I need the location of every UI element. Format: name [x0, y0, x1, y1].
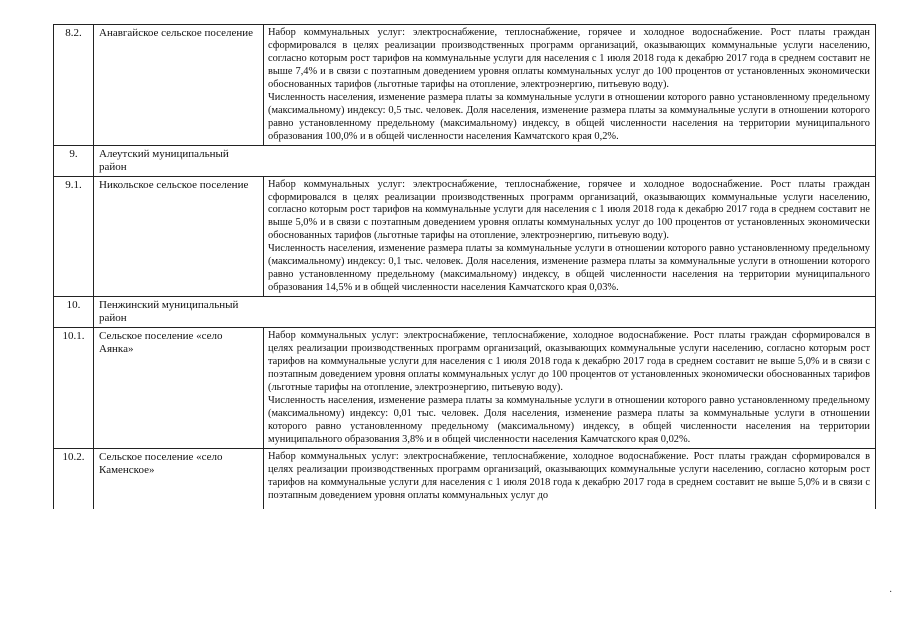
row-description [264, 177, 875, 297]
row-number: 9. [54, 146, 94, 176]
row-number: 9.1. [54, 177, 94, 297]
tariff-table [53, 24, 876, 509]
municipality-name: Никольское сельское поселение [94, 177, 264, 297]
table-section-row [54, 146, 875, 177]
row-number: 10.2. [54, 449, 94, 509]
services-paragraph: Набор коммунальных услуг: электроснабжение, теплоснабжение, горячее и холодное водоснабжение. Рост платы граждан сформировался в целях реализации производственных программ организаций, оказывающих коммунальные услуги населению, согласно которым рост тарифов на коммунальные услуги для населения с 1 июля 2018 года к декабрю 2017 года в среднем составит не выше 5,0% и в связи с поэтапным доведением уровня оплаты коммунальных услуг до 100 процентов от установленных экономически обоснованных тарифов (льготные тарифы на отопление, электроэнергию, питьевую воду). [268, 178, 870, 242]
district-name: Пенжинский муниципальный район [99, 299, 239, 325]
margin-mark: · [889, 587, 893, 598]
row-number: 8.2. [54, 25, 94, 145]
row-description [264, 328, 875, 448]
services-paragraph: Набор коммунальных услуг: электроснабжение, теплоснабжение, холодное водоснабжение. Рост платы граждан сформировался в целях реализации производственных программ организаций, оказывающих коммунальные услуги населению, согласно которым рост тарифов на коммунальные услуги для населения с 1 июля 2018 года к декабрю 2017 года в среднем составит не выше 5,0% и в связи с поэтапным доведением уровня оплаты коммунальных услуг до 100 процентов от установленных экономически обоснованных тарифов (льготные тарифы на отопление, электроэнергию, питьевую воду). [268, 330, 870, 393]
row-description [264, 25, 875, 145]
table-row [54, 25, 875, 146]
row-number: 10.1. [54, 328, 94, 448]
table-row [54, 449, 875, 509]
municipality-name: Анавгайское сельское поселение [94, 25, 264, 145]
table-row [54, 177, 875, 298]
population-paragraph: Численность населения, изменение размера платы за коммунальные услуги в отношении которого равно установленному предельному (максимальному) индексу: 0,01 тыс. человек. Доля населения, изменение размера платы за коммунальные услуги в отношении которого равно установленному предельному (максимальному) индексу, в общей численности населения на территории муниципального образования 3,8% и в общей численности населения Камчатского края 0,02%. [268, 394, 870, 445]
municipality-name: Сельское поселение «село Каменское» [94, 449, 264, 509]
table-section-row [54, 297, 875, 328]
population-paragraph: Численность населения, изменение размера платы за коммунальные услуги в отношении которого равно установленному предельному (максимальному) индексу: 0,1 тыс. человек. Доля населения, изменение размера платы за коммунальные услуги в отношении которого равно установленному предельному (максимальному) индексу, в общей численности населения на территории муниципального образования 14,5% и в общей численности населения Камчатского края 0,03%. [268, 243, 870, 294]
row-number: 10. [54, 297, 94, 327]
table-row [54, 328, 875, 449]
services-paragraph: Набор коммунальных услуг: электроснабжение, теплоснабжение, горячее и холодное водоснабжение. Рост платы граждан сформировался в целях реализации производственных программ организаций, оказывающих коммунальные услуги населению, согласно которым рост тарифов на коммунальные услуги для населения с 1 июля 2018 года к декабрю 2017 года в среднем составит не выше 7,4% и в связи с поэтапным доведением уровня оплаты коммунальных услуг до 100 процентов от установленных экономически обоснованных тарифов (льготные тарифы на отопление, электроэнергию, питьевую воду). [268, 27, 870, 90]
population-paragraph: Численность населения, изменение размера платы за коммунальные услуги в отношении которого равно установленному предельному (максимальному) индексу: 0,5 тыс. человек. Доля населения, изменение размера платы за коммунальные услуги в отношении которого равно установленному предельному (максимальному) индексу, в общей численности населения на территории муниципального образования 100,0% и в общей численности населения Камчатского края 0,2%. [268, 91, 870, 142]
row-description [264, 449, 875, 509]
services-paragraph: Набор коммунальных услуг: электроснабжение, теплоснабжение, холодное водоснабжение. Рост платы граждан сформировался в целях реализации производственных программ организаций, оказывающих коммунальные услуги населению, согласно которым рост тарифов на коммунальные услуги для населения с 1 июля 2018 года к декабрю 2017 года в среднем составит не выше 5,0% и в связи с поэтапным доведением уровня оплаты коммунальных услуг до [268, 450, 870, 501]
district-name: Алеутский муниципальный район [99, 147, 229, 173]
municipality-name: Сельское поселение «село Аянка» [94, 328, 264, 448]
